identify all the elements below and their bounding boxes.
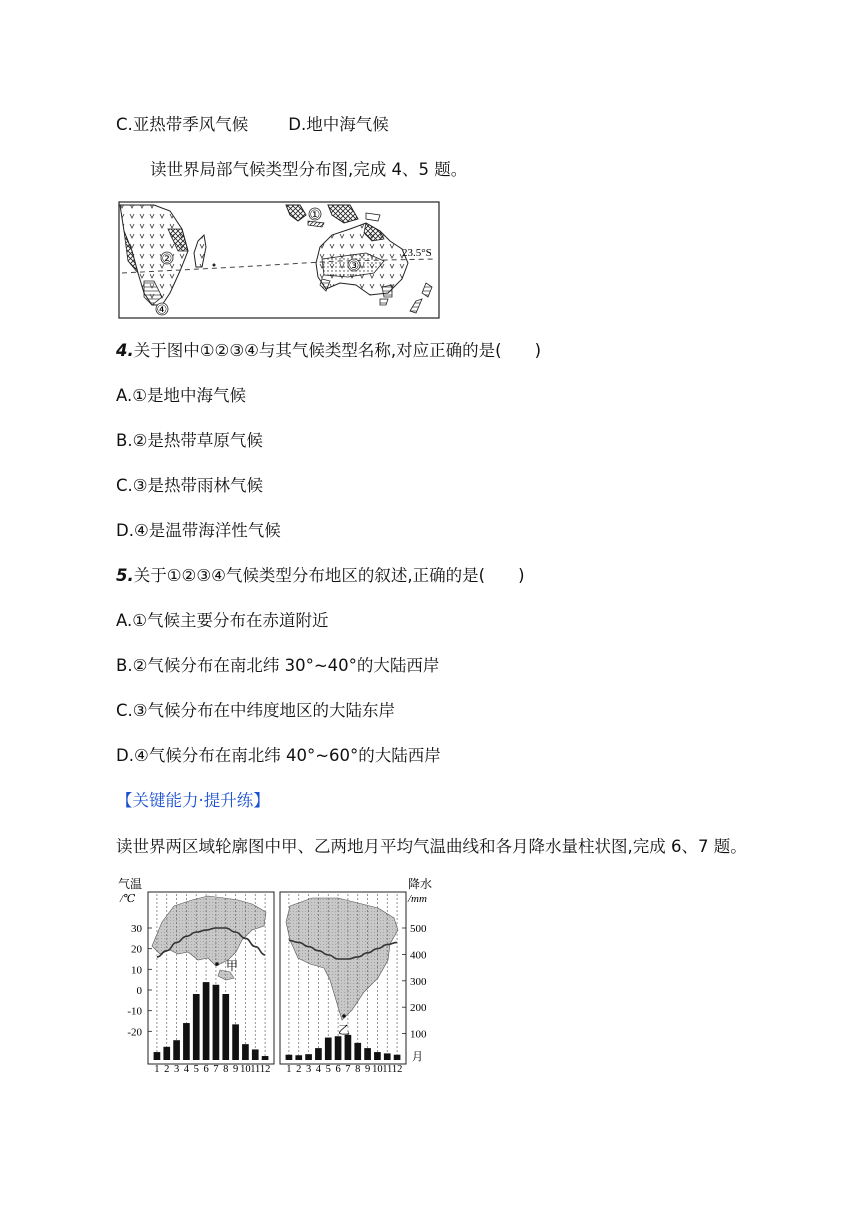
question-5-text: 关于①②③④气候类型分布地区的叙述,正确的是( ) bbox=[133, 566, 525, 585]
precip-bar bbox=[222, 994, 229, 1060]
precip-bar bbox=[252, 1049, 259, 1060]
month-label: 8 bbox=[355, 1064, 361, 1074]
precip-bar bbox=[364, 1048, 371, 1060]
prev-option-c: C.亚热带季风气候 bbox=[116, 115, 249, 134]
precip-bar bbox=[374, 1052, 381, 1060]
precip-bar bbox=[242, 1044, 249, 1060]
q5-option-c: C.③气候分布在中纬度地区的大陆东岸 bbox=[116, 701, 396, 720]
precip-bar bbox=[203, 982, 210, 1060]
month-label: 1 bbox=[154, 1064, 160, 1074]
question-5-number: 5. bbox=[116, 566, 134, 585]
precip-tick-label: 500 bbox=[410, 923, 427, 935]
precip-bar bbox=[384, 1053, 391, 1060]
month-label: 6 bbox=[335, 1064, 341, 1074]
q4-option-d: D.④是温带海洋性气候 bbox=[116, 521, 281, 540]
q5-option-b: B.②气候分布在南北纬 30°~40°的大陆西岸 bbox=[116, 656, 440, 675]
label-yi: 乙 bbox=[338, 1023, 351, 1037]
climate-map-figure bbox=[118, 201, 440, 321]
right-axis-title-1: 降水 bbox=[408, 877, 433, 891]
question-4-number: 4. bbox=[116, 341, 134, 360]
precip-tick-label: 100 bbox=[410, 1028, 427, 1041]
left-axis-title-1: 气温 bbox=[118, 877, 143, 891]
precip-tick-label: 200 bbox=[410, 1002, 427, 1015]
temp-tick-label: -10 bbox=[127, 1005, 142, 1018]
q4-option-c: C.③是热带雨林气候 bbox=[116, 476, 264, 495]
month-label: 3 bbox=[305, 1064, 312, 1074]
precip-bar bbox=[325, 1038, 332, 1060]
precip-bar bbox=[394, 1055, 401, 1060]
month-label: 1 bbox=[286, 1064, 292, 1074]
precip-bar bbox=[345, 1035, 352, 1060]
precip-bar bbox=[232, 1024, 239, 1060]
month-label: 10 bbox=[240, 1064, 251, 1074]
marker-3: ③ bbox=[348, 258, 360, 273]
intro-6-7: 读世界两区域轮廓图中甲、乙两地月平均气温曲线和各月降水量柱状图,完成 6、7 题。 bbox=[116, 837, 747, 856]
question-4 bbox=[116, 340, 541, 362]
intro-4-5: 读世界局部气候类型分布图,完成 4、5 题。 bbox=[150, 160, 468, 179]
precip-bar bbox=[262, 1056, 269, 1060]
month-label: 6 bbox=[203, 1064, 209, 1074]
marker-1: ① bbox=[309, 207, 321, 222]
month-label: 5 bbox=[193, 1064, 199, 1074]
q5-option-d: D.④气候分布在南北纬 40°~60°的大陆西岸 bbox=[116, 746, 441, 765]
temp-tick-label: 0 bbox=[136, 985, 142, 997]
month-label: 5 bbox=[325, 1064, 331, 1074]
month-label: 11 bbox=[250, 1064, 261, 1074]
month-label: 12 bbox=[259, 1064, 271, 1074]
q4-option-b: B.②是热带草原气候 bbox=[116, 431, 263, 450]
temp-tick-label: -20 bbox=[127, 1026, 142, 1039]
month-label: 12 bbox=[391, 1064, 403, 1074]
prev-options-row bbox=[116, 114, 389, 136]
question-4-text: 关于图中①②③④与其气候类型名称,对应正确的是( ) bbox=[133, 341, 542, 360]
month-label: 9 bbox=[232, 1064, 239, 1074]
month-label: 4 bbox=[183, 1064, 190, 1074]
right-axis-title-2: /mm bbox=[408, 893, 427, 905]
q4-option-a: A.①是地中海气候 bbox=[116, 386, 247, 405]
precip-bar bbox=[286, 1055, 293, 1060]
precip-bar bbox=[154, 1052, 161, 1060]
right-month-labels bbox=[286, 1064, 402, 1074]
australia-se-region bbox=[382, 285, 392, 297]
precip-bar bbox=[183, 1023, 190, 1060]
precip-bar bbox=[173, 1040, 180, 1060]
precip-bar bbox=[295, 1055, 302, 1060]
month-label: 2 bbox=[296, 1064, 302, 1074]
label-jia: 甲 bbox=[226, 959, 239, 973]
question-5 bbox=[116, 565, 525, 587]
left-month-labels bbox=[154, 1064, 270, 1074]
precip-bar bbox=[315, 1048, 322, 1060]
q5-option-a: A.①气候主要分布在赤道附近 bbox=[116, 611, 329, 630]
temp-tick-label: 10 bbox=[131, 964, 142, 977]
precip-bar bbox=[193, 994, 200, 1060]
month-label: 11 bbox=[382, 1064, 393, 1074]
month-label: 9 bbox=[364, 1064, 371, 1074]
precip-bar bbox=[213, 985, 220, 1060]
climate-chart-figure bbox=[112, 874, 442, 1074]
month-label: 7 bbox=[345, 1064, 351, 1074]
month-label: 8 bbox=[223, 1064, 229, 1074]
precip-bar bbox=[163, 1047, 170, 1060]
precip-tick-label: 400 bbox=[410, 949, 427, 962]
marker-4: ④ bbox=[156, 302, 168, 317]
precip-bar bbox=[305, 1054, 312, 1060]
left-axis-title-2: /℃ bbox=[120, 893, 136, 905]
prev-option-d: D.地中海气候 bbox=[288, 115, 389, 134]
month-label: 4 bbox=[315, 1064, 322, 1074]
location-point-jia bbox=[215, 962, 219, 966]
location-point-yi bbox=[342, 1014, 346, 1018]
month-label: 7 bbox=[213, 1064, 219, 1074]
month-label: 2 bbox=[164, 1064, 170, 1074]
marker-2: ② bbox=[161, 251, 173, 266]
precip-bar bbox=[335, 1036, 342, 1060]
precip-tick-label: 300 bbox=[410, 975, 427, 988]
island-dot bbox=[213, 264, 216, 267]
month-unit-label: 月 bbox=[412, 1051, 423, 1063]
tropic-label: 23.5°S bbox=[402, 247, 432, 259]
precip-bar bbox=[354, 1043, 361, 1060]
temp-tick-label: 20 bbox=[131, 943, 142, 956]
temp-tick-label: 30 bbox=[131, 923, 142, 935]
section-title: 【关键能力·提升练】 bbox=[116, 791, 270, 810]
month-label: 10 bbox=[372, 1064, 383, 1074]
month-label: 3 bbox=[173, 1064, 180, 1074]
